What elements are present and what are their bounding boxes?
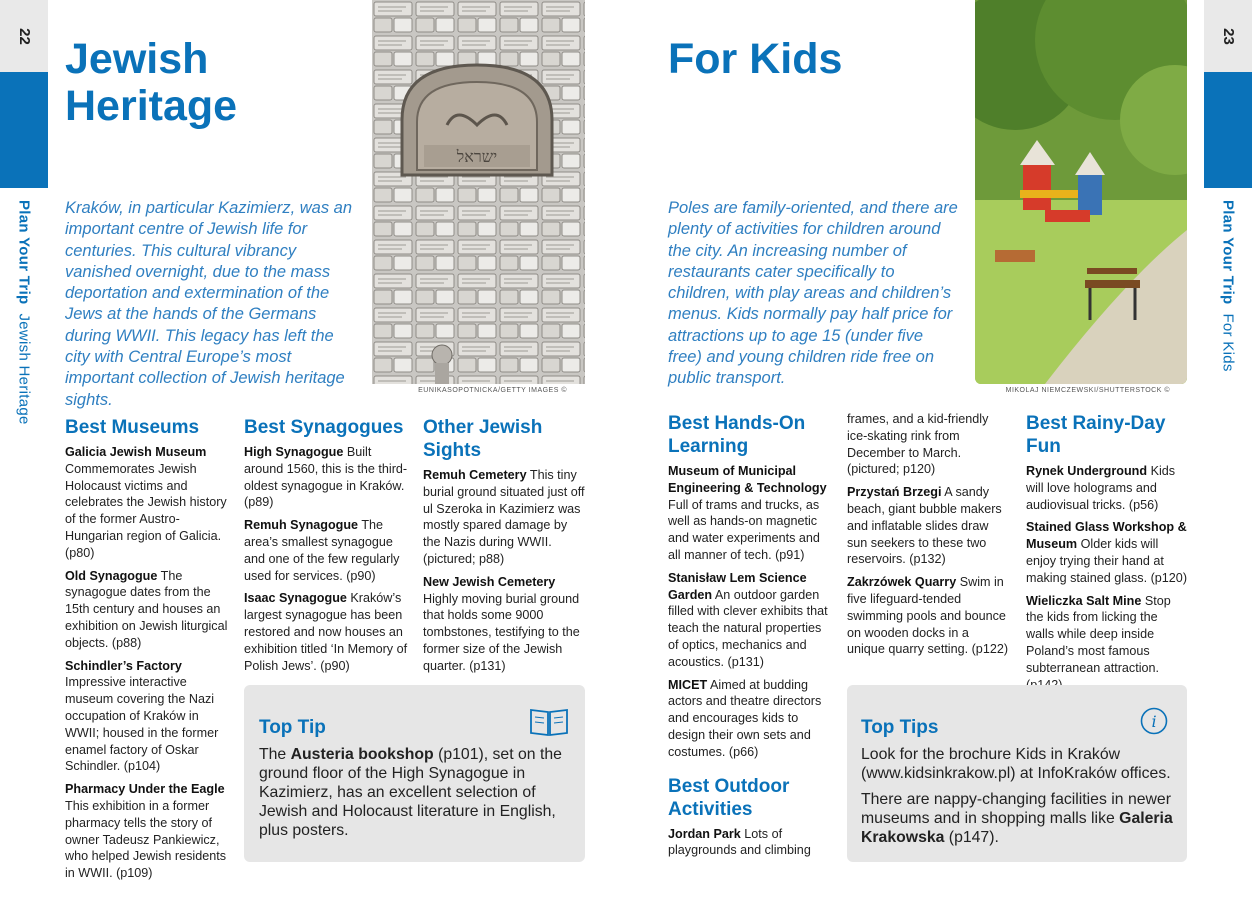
blue-tab-right (1204, 72, 1252, 188)
entry-name: Wieliczka Salt Mine (1026, 593, 1142, 608)
entry-name: Stanisław Lem Science Garden (668, 570, 807, 602)
page-number-tab-left: 22 (0, 0, 48, 72)
list-item (1026, 593, 1188, 694)
entry-name: MICET (668, 677, 708, 692)
entry-text: Highly moving burial ground that holds some 9000 tombstones, testifying to the former size of the Jewish quarter. (p131) (423, 591, 580, 673)
entry-text: Swim in five lifeguard-tended swimming pools and bounce on wooden docks in a unique quarry setting. (p122) (847, 575, 1009, 657)
list-item (847, 484, 1009, 568)
top-tips-text: Look for the brochure Kids in Kraków (www.kidsinkrakow.pl) at InfoKraków offices. There are nappy-changing facilities in newer museums and in shopping malls like Galeria Krakowska (p147). (861, 746, 1173, 846)
top-tip-text: The Austeria bookshop (p101), set on the ground floor of the High Synagogue in Kazimierz, has an excellent selection of Jewish and Holocaust literature in English, plus posters. (259, 746, 562, 839)
heading-other-jewish-sights: Other Jewish Sights (423, 417, 543, 461)
list-item (668, 570, 828, 671)
entry-text: The area’s smallest synagogue and one of the few regularly used for services. (p90) (244, 518, 400, 583)
page-number-tab-right: 23 (1204, 0, 1252, 72)
heading-best-synagogues: Best Synagogues (244, 417, 404, 438)
list-item (65, 444, 230, 562)
column-other-jewish-sights (423, 416, 585, 681)
entry-text: An outdoor garden filled with clever exhibits that teach the natural properties of optics, mechanics and acoustics. (p131) (668, 587, 828, 669)
sidebar-topic: Jewish Heritage (15, 313, 33, 425)
entry-name: Museum of Municipal Engineering & Technology (668, 464, 827, 495)
entry-name: Przystań Brzegi (847, 485, 942, 500)
list-item (65, 658, 230, 776)
column-hands-on (668, 412, 828, 865)
top-tips-title: Top Tips (861, 717, 939, 738)
entry-text: Stop the kids from licking the walls while deep inside Poland’s most famous subterranean attraction. (1026, 593, 1171, 675)
page-title-right: For Kids (668, 35, 843, 83)
intro-right: Poles are family-oriented, and there are plenty of activities for children around the city. An increasing number of restaurants cater specifically to children, with play areas and children’s menus. Kids normally pay half price for attractions up to age 15 (under five free) and young children ride free on public transport. (668, 199, 958, 388)
heading-best-museums: Best Museums (65, 417, 200, 438)
column-best-synagogues (244, 416, 409, 680)
entry-name: High Synagogue (244, 445, 344, 459)
entry-name: Stained Glass Workshop & Museum (1026, 520, 1187, 552)
sidebar-label-left (0, 200, 48, 440)
entry-name: Schindler’s Factory (65, 658, 182, 673)
sidebar-section: Plan Your Trip (1219, 200, 1237, 305)
list-item (847, 574, 1009, 658)
entry-text: Full of trams and trucks, as well as hands-on magnetic and water experiments and all manner of tech. (p91) (668, 497, 820, 562)
sidebar-topic: For Kids (1219, 313, 1237, 372)
list-item (1026, 463, 1188, 513)
heading-rainy-day-fun: Best Rainy-Day Fun (1026, 413, 1166, 457)
entry-text: This tiny burial ground situated just off ul Szeroka in Kazimierz was mostly spared damage by the Nazis during WWII. (pictured; p88) (423, 468, 585, 566)
entry-name: Zakrzówek Quarry (847, 575, 957, 590)
entry-name: New Jewish Cemetery (423, 574, 556, 589)
entry-text: Commemorates Jewish Holocaust victims and celebrates the Jewish history of the former Austro-Hungarian region of Galicia. (p80) (65, 461, 227, 560)
info-icon (1140, 707, 1168, 740)
entry-name: Remuh Cemetery (423, 468, 527, 482)
photo-playground (975, 0, 1187, 384)
column-best-museums (65, 416, 230, 888)
list-item (423, 467, 585, 568)
entry-name: Old Synagogue (65, 568, 158, 583)
heading-outdoor-activities: Best Outdoor Activities (668, 775, 790, 820)
list-item (1026, 519, 1188, 586)
top-tip-box (244, 685, 585, 862)
list-item (65, 781, 230, 882)
entry-text: The synagogue dates from the 15th century and houses an exhibition on Jewish liturgical objects. (p88) (65, 568, 228, 650)
list-item (244, 517, 409, 584)
entry-text: Built around 1560, this is the third-oldest synagogue in Kraków. (p89) (244, 445, 408, 510)
heading-hands-on-learning: Best Hands-On Learning (668, 413, 806, 457)
entry-name: Pharmacy Under the Eagle (65, 782, 225, 797)
entry-text: A sandy beach, giant bubble makers and inflatable slides draw sun seekers to these two reservoirs. (p132) (847, 485, 1002, 567)
entry-text: Impressive interactive museum covering the Nazi occupation of Kraków in WWII; housed in the former enamel factory of Oskar Schindler. (p104) (65, 675, 219, 774)
entry-name: Remuh Synagogue (244, 518, 359, 533)
list-item (668, 677, 828, 761)
column-rainy-day (1026, 412, 1188, 699)
entry-name: Isaac Synagogue (244, 591, 347, 606)
svg-text:i: i (1151, 712, 1157, 731)
blue-tab-left (0, 72, 48, 188)
top-tip-title: Top Tip (259, 717, 326, 738)
intro-left: Kraków, in particular Kazimierz, was an important centre of Jewish life for centuries. This cultural vibrancy vanished overnight, due to the mass deportation and extermination of the Jews at the hands of the Germans during WWII. This legacy has left the city with Central Europe’s most important collection of Jewish heritage sights. (65, 199, 353, 409)
entry-text: Lots of playgrounds and climbing (668, 826, 811, 858)
list-item (668, 463, 828, 564)
photo-credit-right: MIKOLAJ NIEMCZEWSKI/SHUTTERSTOCK © (1005, 387, 1170, 394)
sidebar-section: Plan Your Trip (15, 200, 33, 305)
photo-credit-left: EUNIKASOPOTNICKA/GETTY IMAGES © (418, 387, 567, 394)
sidebar-label-right (1204, 200, 1252, 440)
entry-name: Rynek Underground (1026, 464, 1148, 478)
list-item (423, 574, 585, 675)
entry-name: Jordan Park (668, 826, 741, 841)
entry-name: Galicia Jewish Museum (65, 445, 207, 459)
list-item (668, 826, 828, 860)
column-outdoor-continued (847, 411, 1009, 664)
entry-text: Older kids will enjoy trying their hand at making stained glass. (p120) (1026, 537, 1188, 585)
photo-tombstone-wall (372, 0, 585, 384)
page-title-left: Jewish Heritage (65, 35, 238, 130)
entry-text: This exhibition in a former pharmacy tells the story of owner Tadeusz Pankiewicz, who helped Jewish residents in WWII. (p109) (65, 798, 227, 881)
list-item (244, 590, 409, 674)
entry-text: Kraków’s largest synagogue has been restored and now houses an exhibition titled ‘In Memory of Polish Jews’. (p90) (244, 591, 408, 673)
tombstone-inscription: ישראל (456, 147, 498, 166)
entry-text: Kids will love holograms and audiovisual tricks. (p56) (1026, 464, 1176, 512)
entry-text: Aimed at budding actors and theatre directors and encourages kids to design their own sets and costumes. (p66) (668, 677, 822, 759)
top-tips-box (847, 685, 1187, 862)
outdoor-continuation: frames, and a kid-friendly ice-skating rink from December to March. (pictured; p120) (847, 412, 989, 477)
list-item (244, 444, 409, 511)
book-icon (529, 705, 569, 742)
list-item (65, 568, 230, 652)
